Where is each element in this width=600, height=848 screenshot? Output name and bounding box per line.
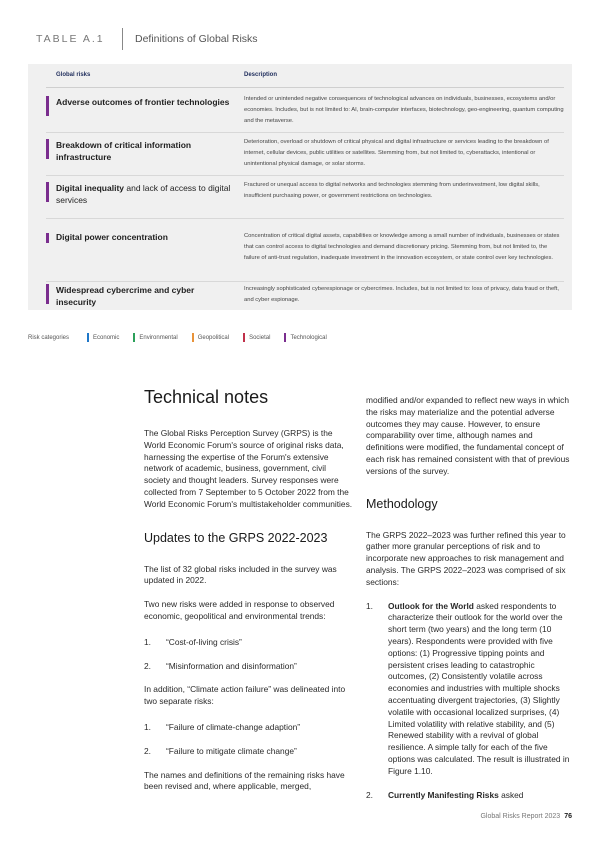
legend-item: Economic <box>87 333 119 342</box>
updates-paragraph-2: Two new risks were added in response to observed economic, geopolitical and environmental trends: <box>144 599 335 621</box>
updates-paragraph-3: In addition, “Climate action failure” was delineated into two separate risks: <box>144 684 346 707</box>
legend-item: Environmental <box>133 333 177 342</box>
page-footer <box>480 813 572 820</box>
intro-paragraph: The Global Risks Perception Survey (GRPS) is the World Economic Forum's source of original risks data, harnessing the expertise of the Forum's extensive network of academic, business, government, civil society and thought leaders. Survey responses were collected from 7 September to 5 October 2022 from the World Economic Forum's multistakeholder communities. <box>144 428 353 509</box>
list-item: 1. Outlook for the World asked respondents to characterize their outlook for the world over the short term (two years) and the long term (10 years). Respondents were provided with five options: (1) Progressive tipping points and persistent crises leading to catastrophic outcomes, (2) Consistently volatile across economies and industries with multiple shocks accentuating divergent trajectories, (3) Slightly volatile with occasional localized surprises, (4) Limited volatility with relative stability, and (5) Renewed stability with a revival of global resilience. A simple tally for each of the five options was calculated. The result is illustrated in Figure 1.10. <box>366 600 570 776</box>
legend-swatch <box>192 333 194 342</box>
category-bar <box>46 233 49 243</box>
category-bar <box>46 96 49 116</box>
table-label: TABLE A.1 <box>36 33 105 45</box>
risk-categories-legend <box>28 333 341 342</box>
category-bar <box>46 284 49 304</box>
header-divider <box>122 28 123 50</box>
updates-heading: Updates to the GRPS 2022-2023 <box>144 530 328 545</box>
risk-description: Concentration of critical digital assets, capabilities or knowledge among a small number of individuals, businesses or states that can control access to digital technologies and demand discretionary pricing. Stemming from, but not limited to, the failure of anti-trust regulation, inadequate investment in the innovation ecosystem, or state control over key technologies. <box>244 233 560 261</box>
legend-swatch <box>284 333 286 342</box>
methodology-paragraph: The GRPS 2022–2023 was further refined this year to gather more granular perceptions of risk and to incorporate new approaches to risk management and analysis. The GRPS 2022–2023 was comprised of six sections: <box>366 529 566 587</box>
legend-item: Technological <box>284 333 326 342</box>
list-item: 2. Currently Manifesting Risks asked <box>366 789 524 800</box>
risk-name: Breakdown of critical information infrastructure <box>56 140 192 162</box>
technical-notes-right-column <box>366 395 572 801</box>
list-item: 2. “Failure to mitigate climate change” <box>144 745 297 756</box>
updates-paragraph-1: The list of 32 global risks included in the survey was updated in 2022. <box>144 563 337 586</box>
technical-notes-heading: Technical notes <box>144 387 269 407</box>
updates-paragraph-4: The names and definitions of the remaining risks have been revised and, where applicable, merged, <box>144 769 345 792</box>
risk-name: Widespread cybercrime and cyber insecurity <box>56 285 195 307</box>
legend-swatch <box>243 333 245 342</box>
technical-notes-left-column <box>144 386 354 793</box>
table-header-row <box>28 64 572 86</box>
report-name: Global Risks Report 2023 <box>480 813 561 820</box>
row-divider <box>46 281 564 282</box>
risk-name: Digital power concentration <box>56 232 168 242</box>
row-divider <box>46 218 564 219</box>
legend-swatch <box>87 333 89 342</box>
risk-definitions-table <box>28 64 572 310</box>
legend-item: Societal <box>243 333 270 342</box>
risk-description: Fractured or unequal access to digital networks and technologies stemming from underinvestment, low digital skills, insufficient purchasing power, or government restrictions on technologies. <box>244 182 540 199</box>
risk-description: Intended or unintended negative consequences of technological advances on individuals, businesses, ecosystems and/or economies. Includes, but is not limited to: AI, brain-computer interfaces, biotechnology, geo-engineering, quantum computing and the metaverse. <box>244 96 564 124</box>
category-bar <box>46 182 49 202</box>
column-header-global-risks: Global risks <box>56 72 91 78</box>
page-number: 76 <box>564 813 572 820</box>
risk-description: Deterioration, overload or shutdown of critical physical and digital infrastructure or services leading to the breakdown of internet, cellular devices, public utilities or satellites. Stemming from, but not limited to, cyberattacks, intentional or unintentional physical damage, or solar storms. <box>244 139 549 167</box>
legend-item: Geopolitical <box>192 333 229 342</box>
table-title: Definitions of Global Risks <box>135 33 258 45</box>
row-divider <box>46 132 564 133</box>
risk-description: Increasingly sophisticated cyberespionage or cybercrimes. Includes, but is not limited to: loss of privacy, data fraud or theft, and cyber espionage. <box>244 286 560 303</box>
row-divider <box>46 175 564 176</box>
column-header-description: Description <box>244 72 278 78</box>
methodology-heading: Methodology <box>366 496 438 511</box>
header-divider-line <box>46 87 564 88</box>
legend-label: Risk categories <box>28 334 70 341</box>
risk-name: Adverse outcomes of frontier technologies <box>56 97 230 107</box>
list-item: 2. “Misinformation and disinformation” <box>144 660 297 671</box>
list-item: 1. “Failure of climate-change adaption” <box>144 721 301 732</box>
legend-swatch <box>133 333 135 342</box>
continued-paragraph: modified and/or expanded to reflect new ways in which the risks may materialize and the potential adverse outcomes they may cause. However, to ensure comparability over time, although names and definitions were modified, the fundamental concept of each risk has remained consistent with that of previous versions of the survey. <box>366 395 570 476</box>
category-bar <box>46 139 49 159</box>
list-item: 1. “Cost-of-living crisis” <box>144 636 242 647</box>
risk-name: Digital inequality and lack of access to digital services <box>56 183 231 205</box>
page-header <box>36 28 258 50</box>
